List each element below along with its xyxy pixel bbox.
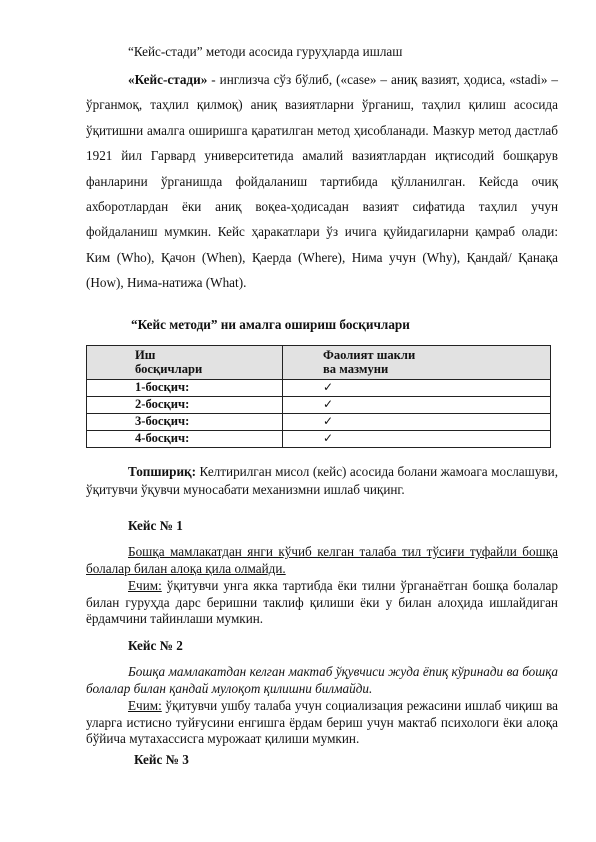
stages-table: [86, 345, 551, 448]
intro-paragraph: [86, 67, 558, 296]
checkmark-icon: ✓: [283, 431, 551, 448]
checkmark-icon: ✓: [283, 380, 551, 397]
stage-cell: 1-босқич:: [87, 380, 283, 397]
task-paragraph: [86, 463, 558, 499]
task-text: Келтирилган мисол (кейс) асосида болани жамоага мослашуви, ўқитувчи ўқувчи муносабати механизмни ишлаб чиқинг.: [86, 464, 558, 497]
case-1-title: Кейс № 1: [128, 518, 183, 533]
header-cell-activity: Фаолият шакли ва мазмуни: [283, 346, 551, 380]
solution-label: Ечим:: [128, 578, 162, 593]
table-row: [87, 380, 551, 397]
table-caption: “Кейс методи” ни амалга ошириш босқичлари: [131, 317, 410, 332]
section-title: “Кейс-стади” методи асосида гуруҳларда ишлаш: [128, 44, 403, 59]
stage-cell: 2-босқич:: [87, 397, 283, 414]
case-2-title: Кейс № 2: [128, 638, 183, 653]
stage-cell: 3-босқич:: [87, 414, 283, 431]
table-row: [87, 397, 551, 414]
case-1-problem: Бошқа мамлакатдан янги кўчиб келган талаба тил тўсиғи туфайли бошқа болалар билан алоқа қила олмайди.: [86, 544, 558, 576]
case-3-title: Кейс № 3: [134, 752, 189, 767]
checkmark-icon: ✓: [283, 414, 551, 431]
stage-cell: 4-босқич:: [87, 431, 283, 448]
case-2-problem: Бошқа мамлакатдан келган мактаб ўқувчиси жуда ёпиқ кўринади ва бошқа болалар билан қандай мулоқот қилишни билмайди.: [86, 664, 558, 696]
table-header-row: [87, 346, 551, 380]
table-row: [87, 431, 551, 448]
task-label: Топшириқ:: [128, 464, 197, 479]
term-highlight: «Кейс-стади»: [128, 72, 208, 87]
intro-text: - инглизча сўз бўлиб, («case» – аниқ вазият, ҳодиса, «stadi» – ўрганмоқ, таҳлил қилмоқ) аниқ вазиятларни ўрганиш, таҳлил қилиш асосида ўқитишни амалга оширишга қаратилган метод ҳисобланади. Мазкур метод дастлаб 1921 йил Гарвард университетида амалий вазиятлардан иқтисодий бошқарув фанларини ўрганишда фойдаланиш тартибида қўлланилган. Кейсда очиқ ахборотлардан ёки аниқ воқеа-ҳодисадан вазият сифатида таҳлил учун фойдаланиш мумкин. Кейс ҳаракатлари ўз ичига қуйидагиларни қамраб олади: Ким (Who), Қачон (When), Қаерда (Where), Нима учун (Why), Қандай/ Қанақа (How), Нима-натижа (What).: [86, 72, 558, 291]
solution-label: Ечим:: [128, 698, 162, 713]
case-1-solution: Ечим: ўқитувчи унга якка тартибда ёки тилни ўрганаётган бошқа болалар билан гуруҳда дарс беришни таклиф қилиши ёки у билан алоҳида ишлайдиган ёрдамчини тайинлаши мумкин.: [86, 578, 558, 626]
checkmark-icon: ✓: [283, 397, 551, 414]
case-2-solution: Ечим: ўқитувчи ушбу талаба учун социализация режасини ишлаб чиқиш ва уларга истисно туйғусини енгишга ёрдам бериш учун мактаб психологи ёки алоқа бўйича мутахассисга мурожаат қилиши мумкин.: [86, 698, 558, 746]
table-row: [87, 414, 551, 431]
header-cell-stages: Иш босқичлари: [87, 346, 283, 380]
